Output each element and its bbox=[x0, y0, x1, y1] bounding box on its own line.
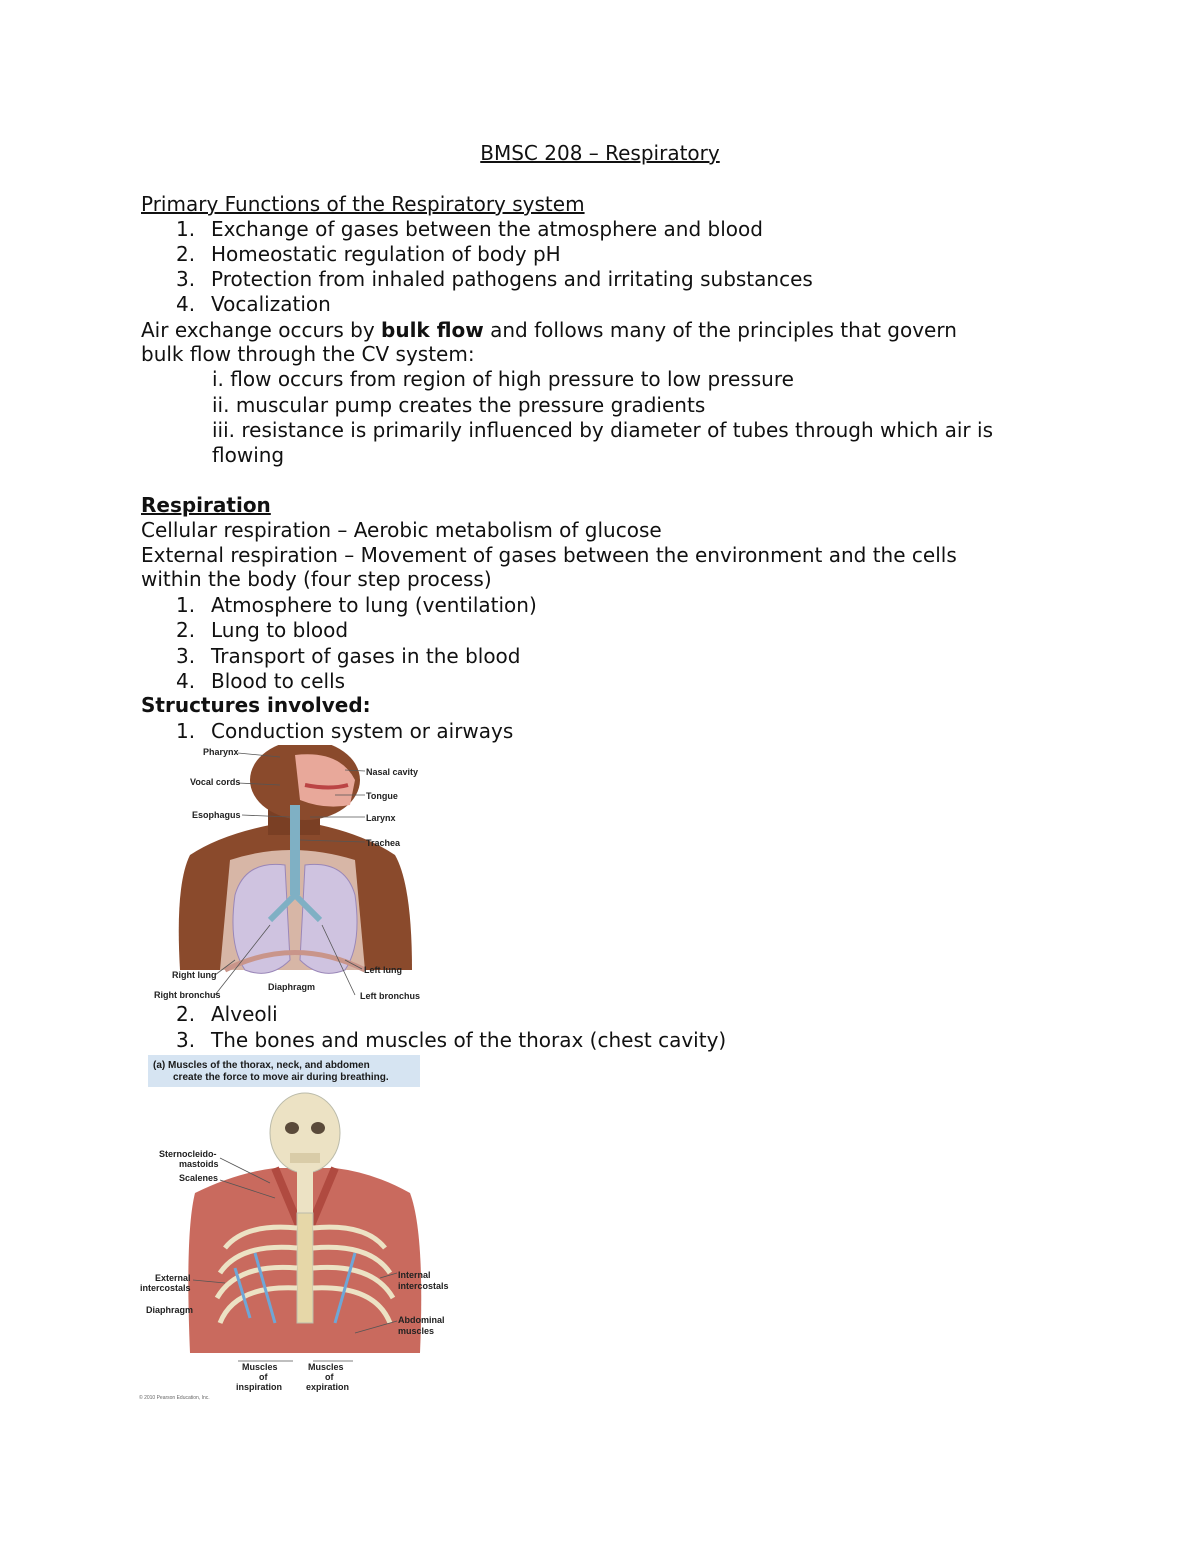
label-sternocleidomastoids-1: Sternocleido- bbox=[159, 1149, 217, 1159]
external-respiration-line2: within the body (four step process) bbox=[141, 567, 492, 591]
label-esophagus: Esophagus bbox=[192, 810, 241, 820]
list-item: 2. Homeostatic regulation of body pH bbox=[176, 242, 561, 266]
list-item: 3. Protection from inhaled pathogens and irritating substances bbox=[176, 267, 813, 291]
principle-item: i. flow occurs from region of high pressure to low pressure bbox=[212, 367, 794, 391]
list-item: 3. The bones and muscles of the thorax (chest cavity) bbox=[176, 1028, 727, 1052]
label-expiration-3: expiration bbox=[306, 1382, 350, 1392]
bulk-flow-term: bulk flow bbox=[381, 318, 484, 342]
principle-item: ii. muscular pump creates the pressure gradients bbox=[212, 393, 706, 417]
label-sternocleidomastoids-2: mastoids bbox=[179, 1159, 219, 1169]
list-item: 3. Transport of gases in the blood bbox=[176, 644, 521, 668]
label-internal-1: Internal bbox=[398, 1270, 431, 1280]
figure-caption-line2: create the force to move air during breathing. bbox=[173, 1072, 389, 1083]
label-external-2: intercostals bbox=[140, 1283, 191, 1293]
cellular-respiration: Cellular respiration – Aerobic metabolism of glucose bbox=[141, 518, 662, 542]
label-tongue: Tongue bbox=[366, 791, 398, 801]
external-respiration: External respiration – Movement of gases between the environment and the cells bbox=[141, 543, 957, 567]
label-left-lung: Left lung bbox=[364, 965, 402, 975]
list-item: 1. Exchange of gases between the atmosphere and blood bbox=[176, 217, 763, 241]
list-item: 4. Blood to cells bbox=[176, 669, 346, 693]
thorax-muscles-figure bbox=[135, 1053, 465, 1403]
label-diaphragm: Diaphragm bbox=[268, 982, 316, 992]
principle-item: flowing bbox=[212, 443, 285, 467]
label-inspiration-3: inspiration bbox=[236, 1382, 283, 1392]
label-diaphragm: Diaphragm bbox=[146, 1305, 194, 1315]
label-trachea: Trachea bbox=[366, 838, 401, 848]
label-expiration-2: of bbox=[325, 1372, 334, 1382]
figure-caption-line1: (a) Muscles of the thorax, neck, and abdomen bbox=[153, 1060, 370, 1071]
label-external-1: External bbox=[155, 1273, 191, 1283]
list-item: 2. Alveoli bbox=[176, 1002, 278, 1026]
label-internal-2: intercostals bbox=[398, 1281, 449, 1291]
respiration-heading: Respiration bbox=[141, 493, 271, 517]
label-right-bronchus: Right bronchus bbox=[154, 990, 221, 1000]
principle-item: iii. resistance is primarily influenced by diameter of tubes through which air is bbox=[212, 418, 993, 442]
list-item: 1. Conduction system or airways bbox=[176, 719, 514, 743]
label-nasal-cavity: Nasal cavity bbox=[366, 767, 419, 777]
label-inspiration-2: of bbox=[259, 1372, 268, 1382]
label-left-bronchus: Left bronchus bbox=[360, 991, 420, 1001]
label-scalenes: Scalenes bbox=[179, 1173, 219, 1183]
label-abdominal-2: muscles bbox=[398, 1326, 435, 1336]
list-item: 2. Lung to blood bbox=[176, 618, 349, 642]
page-title: BMSC 208 – Respiratory bbox=[480, 141, 720, 165]
label-vocal-cords: Vocal cords bbox=[190, 777, 241, 787]
label-larynx: Larynx bbox=[366, 813, 396, 823]
functions-heading: Primary Functions of the Respiratory system bbox=[141, 192, 585, 216]
label-inspiration-1: Muscles bbox=[242, 1362, 278, 1372]
label-right-lung: Right lung bbox=[172, 970, 217, 980]
copyright-text: © 2010 Pearson Education, Inc. bbox=[139, 1395, 210, 1401]
label-abdominal-1: Abdominal bbox=[398, 1315, 445, 1325]
structures-heading: Structures involved: bbox=[141, 693, 371, 717]
list-item: 1. Atmosphere to lung (ventilation) bbox=[176, 593, 537, 617]
list-item: 4. Vocalization bbox=[176, 292, 331, 316]
label-expiration-1: Muscles bbox=[308, 1362, 344, 1372]
bulk-flow-paragraph-line2: bulk flow through the CV system: bbox=[141, 342, 475, 366]
bulk-flow-paragraph: Air exchange occurs by bulk flow and follows many of the principles that govern bbox=[141, 318, 957, 342]
respiratory-tract-figure bbox=[150, 745, 425, 1005]
label-pharynx: Pharynx bbox=[203, 747, 239, 757]
